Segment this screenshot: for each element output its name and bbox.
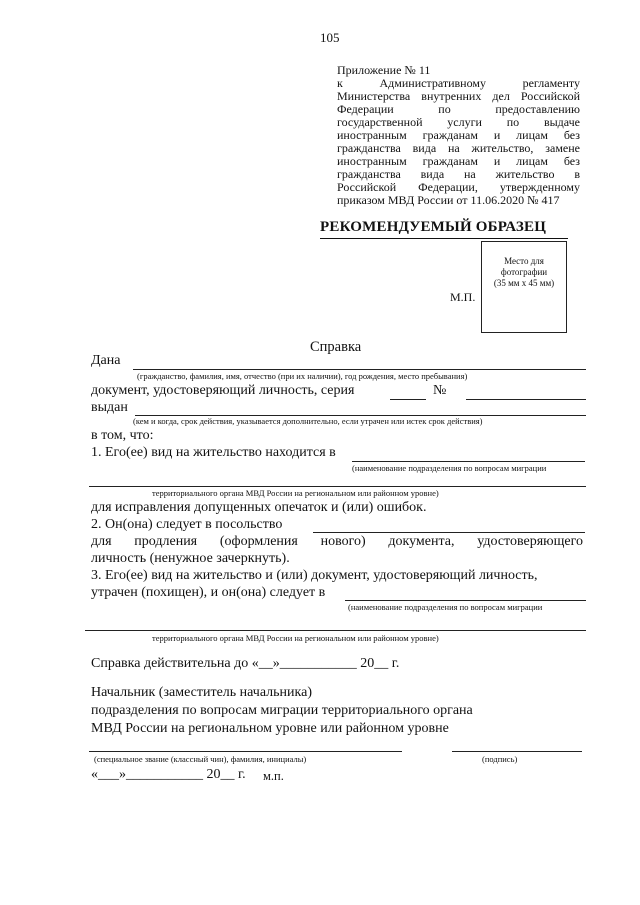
signature-caption: (подпись) xyxy=(482,754,518,764)
appendix-line: гражданства вида на жительство в xyxy=(337,168,580,181)
issued-by-caption: (кем и когда, срок действия, указывается дополнительно, если утрачен или истек срок действия) xyxy=(133,416,483,426)
item-2-continuation: для продления (оформления нового) документа, удостоверяющего xyxy=(91,534,583,549)
photo-label-1: Место для xyxy=(504,256,544,266)
number-sign: № xyxy=(433,383,447,398)
signature-field[interactable] xyxy=(452,751,582,752)
chief-title-2: подразделения по вопросам миграции территориального органа xyxy=(91,703,473,718)
rank-name-caption: (специальное звание (классный чин), фамилия, инициалы) xyxy=(94,754,307,764)
photo-label-3: (35 мм х 45 мм) xyxy=(493,278,555,288)
item-3-migration-field[interactable] xyxy=(345,600,586,601)
item-3-continuation: утрачен (похищен), и он(она) следует в xyxy=(91,585,326,600)
number-field[interactable] xyxy=(466,399,586,400)
appendix-line: Федерации по предоставлению xyxy=(337,103,580,116)
item-2-note: личность (ненужное зачеркнуть). xyxy=(91,551,290,566)
appendix-title: Приложение № 11 xyxy=(337,63,431,77)
item-1-territorial-field[interactable] xyxy=(89,486,586,487)
issued-to-label: Дана xyxy=(91,353,121,368)
in-that-label: в том, что: xyxy=(91,428,154,443)
id-document-label: документ, удостоверяющий личность, серия xyxy=(91,383,355,398)
appendix-line: Российской Федерации, утвержденному xyxy=(337,181,580,194)
issued-to-caption: (гражданство, фамилия, имя, отчество (при их наличии), год рождения, место пребывания) xyxy=(137,371,468,381)
item-1-migration-caption: (наименование подразделения по вопросам миграции xyxy=(352,463,547,473)
series-field[interactable] xyxy=(390,399,426,400)
appendix-line: иностранным гражданам и лицам без xyxy=(337,155,580,168)
signing-date-line: «___»___________ 20__ г. xyxy=(91,767,246,782)
recommended-sample-heading: РЕКОМЕНДУЕМЫЙ ОБРАЗЕЦ xyxy=(320,219,547,235)
appendix-line: гражданства вида на жительство, замене xyxy=(337,142,580,155)
issued-by-label: выдан xyxy=(91,400,128,415)
heading-underline xyxy=(320,238,568,239)
appendix-line: к Административному регламенту xyxy=(337,77,580,90)
item-1-purpose: для исправления допущенных опечаток и (или) ошибок. xyxy=(91,500,427,515)
rank-name-field[interactable] xyxy=(89,751,402,752)
document-title: Справка xyxy=(310,339,362,355)
page-number: 105 xyxy=(320,30,340,45)
appendix-line: приказом МВД России от 11.06.2020 № 417 xyxy=(337,194,560,207)
stamp-place-bottom: м.п. xyxy=(263,769,284,783)
item-1-territorial-caption: территориального органа МВД России на региональном или районном уровне) xyxy=(152,488,439,498)
item-3-territorial-field[interactable] xyxy=(85,630,586,631)
appendix-line: Министерства внутренних дел Российской xyxy=(337,90,580,103)
valid-until-line: Справка действительна до «__»___________ 20__ г. xyxy=(91,656,400,671)
item-3-text: 3. Его(ее) вид на жительство и (или) документ, удостоверяющий личность, xyxy=(91,568,538,583)
item-1-text: 1. Его(ее) вид на жительство находится в xyxy=(91,445,336,460)
stamp-place-label: М.П. xyxy=(450,290,476,304)
item-3-migration-caption: (наименование подразделения по вопросам миграции xyxy=(348,602,543,612)
item-2-embassy-field[interactable] xyxy=(313,532,585,533)
photo-placeholder xyxy=(481,241,567,333)
appendix-block xyxy=(337,64,580,207)
item-2-text: 2. Он(она) следует в посольство xyxy=(91,517,283,532)
item-3-territorial-caption: территориального органа МВД России на региональном или районном уровне) xyxy=(152,633,439,643)
appendix-line: иностранным гражданам и лицам без xyxy=(337,129,580,142)
issued-to-field[interactable] xyxy=(133,369,586,370)
photo-label-2: фотографии xyxy=(500,267,548,277)
chief-title-1: Начальник (заместитель начальника) xyxy=(91,685,312,700)
item-1-migration-field[interactable] xyxy=(352,461,585,462)
chief-title-3: МВД России на региональном уровне или районном уровне xyxy=(91,721,449,736)
appendix-line: государственной услуги по выдаче xyxy=(337,116,580,129)
